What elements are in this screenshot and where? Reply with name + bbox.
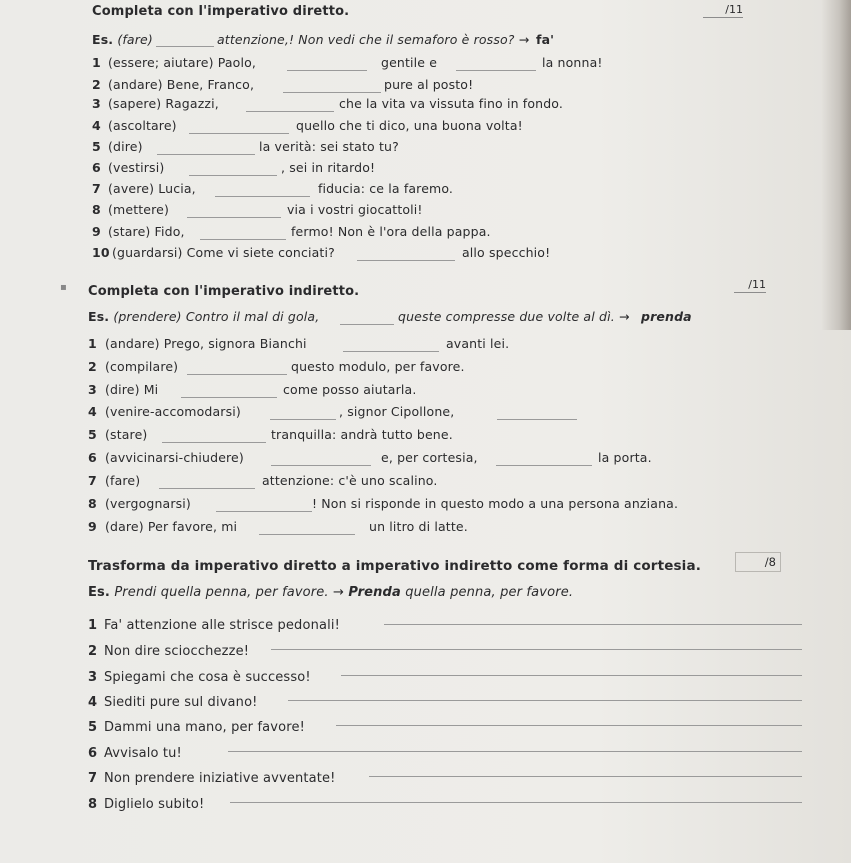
item-sentence: Diglielo subito! [104,797,205,812]
answer-line [189,175,277,176]
item-verb: (dire) [108,139,143,154]
item-end: fiducia: ce la faremo. [318,181,454,196]
answer-line [159,488,255,489]
item-number: 8 [88,496,97,511]
item-number: 5 [88,427,97,442]
item-verb: (vergognarsi) [105,496,191,511]
example-sentence: Prendi quella penna, per favore. → [114,585,345,600]
item-number: 9 [88,519,97,534]
section1-example [92,32,153,47]
page-edge-shadow [821,0,851,330]
item-number: 2 [88,359,97,374]
item-verb: (sapere) Ragazzi, [108,96,219,111]
item-verb: (ascoltare) [108,118,177,133]
answer-line [456,70,536,71]
item-sentence: Siediti pure sul divano! [104,695,258,710]
item-number: 7 [88,473,97,488]
item-verb: (andare) Prego, signora Bianchi [105,336,307,351]
item-middle: gentile e [381,55,438,70]
item-end: ! Non si risponde in questo modo a una persona anziana. [312,496,679,511]
example-prefix: Es. [92,32,114,47]
item-sentence: Fa' attenzione alle strisce pedonali! [104,618,340,633]
item-sentence: Avvisalo tu! [104,746,182,761]
item-number: 6 [88,746,98,761]
item-verb: (dire) Mi [105,382,159,397]
item-number: 4 [92,118,101,133]
example-answer: fa' [536,32,555,47]
item-verb: (dare) Per favore, mi [105,519,238,534]
answer-line [162,442,266,443]
item-number: 4 [88,404,97,419]
answer-line [384,624,802,625]
answer-line [343,351,439,352]
item-end: la nonna! [542,55,603,70]
example-sentence: queste compresse due volte al dì. → [398,309,630,324]
answer-line [497,419,577,420]
item-sentence: Spiegami che cosa è successo! [104,670,311,685]
item-end: come posso aiutarla. [283,382,417,397]
item-verb: (guardarsi) Come vi siete conciati? [112,245,335,260]
item-number: 3 [92,96,101,111]
answer-line [156,46,214,47]
answer-line [200,239,286,240]
answer-line [246,111,334,112]
answer-line [181,397,277,398]
answer-line [259,534,355,535]
item-number: 3 [88,382,97,397]
item-number: 1 [88,618,98,633]
answer-line [341,675,802,676]
example-answer: Prenda [348,585,401,600]
item-verb: (andare) Bene, Franco, [108,77,255,92]
item-end: avanti lei. [446,336,510,351]
section2-title: Completa con l'imperativo indiretto. [88,284,360,299]
item-middle: e, per cortesia, [381,450,478,465]
item-number: 5 [88,720,98,735]
answer-line [216,511,312,512]
section2-example [88,309,319,324]
item-end: , signor Cipollone, [339,404,455,419]
answer-line [336,725,802,726]
answer-line [271,465,371,466]
answer-line [496,465,592,466]
item-number: 3 [88,670,98,685]
item-end: questo modulo, per favore. [291,359,465,374]
answer-line [283,92,381,93]
example-prefix: Es. [88,585,111,600]
answer-line [215,196,310,197]
section-marker-icon: ▪ [60,282,67,293]
item-verb: (vestirsi) [108,160,165,175]
item-end: attenzione: c'è uno scalino. [262,473,438,488]
item-number: 6 [92,160,101,175]
item-end: che la vita va vissuta fino in fondo. [339,96,563,111]
item-sentence: Dammi una mano, per favore! [104,720,305,735]
answer-line [270,419,336,420]
item-verb: (venire-accomodarsi) [105,404,241,419]
answer-line [187,217,281,218]
example-answer: prenda [641,309,692,324]
item-number: 2 [88,644,98,659]
item-verb: (essere; aiutare) Paolo, [108,55,257,70]
item-end: la verità: sei stato tu? [259,139,399,154]
item-number: 8 [92,202,101,217]
answer-line [157,154,255,155]
section1-title: Completa con l'imperativo diretto. [92,4,350,19]
section3-example [88,585,573,600]
answer-line [288,700,802,701]
section1-score: /11 [703,3,743,18]
example-sentence: attenzione,! Non vedi che il semaforo è rosso? → [217,32,530,47]
answer-line [369,776,802,777]
item-end: via i vostri giocattoli! [287,202,423,217]
item-end: la porta. [598,450,652,465]
answer-line [228,751,802,752]
item-number: 2 [92,77,101,92]
section3-score: /8 [735,552,781,572]
example-verb: (fare) [117,32,153,47]
item-number: 10 [92,245,110,260]
item-end: un litro di latte. [369,519,468,534]
item-end: fermo! Non è l'ora della pappa. [291,224,491,239]
answer-line [340,324,394,325]
item-verb: (fare) [105,473,141,488]
item-number: 7 [92,181,101,196]
item-end: pure al posto! [384,77,474,92]
example-rest: quella penna, per favore. [405,585,574,600]
example-verb: (prendere) Contro il mal di gola, [113,309,320,324]
item-end: , sei in ritardo! [281,160,376,175]
item-number: 1 [88,336,97,351]
item-number: 9 [92,224,101,239]
item-number: 1 [92,55,101,70]
item-verb: (compilare) [105,359,179,374]
item-number: 4 [88,695,98,710]
item-number: 5 [92,139,101,154]
item-verb: (stare) [105,427,148,442]
item-number: 8 [88,797,98,812]
item-verb: (avvicinarsi-chiudere) [105,450,244,465]
example-prefix: Es. [88,309,110,324]
answer-line [271,649,802,650]
item-verb: (stare) Fido, [108,224,185,239]
section2-score: /11 [734,278,766,293]
item-sentence: Non dire sciocchezze! [104,644,250,659]
item-end: allo specchio! [462,245,551,260]
item-verb: (mettere) [108,202,170,217]
answer-line [189,133,289,134]
answer-line [357,260,455,261]
item-verb: (avere) Lucia, [108,181,196,196]
item-number: 6 [88,450,97,465]
item-end: tranquilla: andrà tutto bene. [271,427,453,442]
answer-line [187,374,287,375]
item-sentence: Non prendere iniziative avventate! [104,771,336,786]
item-end: quello che ti dico, una buona volta! [296,118,523,133]
section3-title: Trasforma da imperativo diretto a imperativo indiretto come forma di cortesia. [88,558,701,574]
item-number: 7 [88,771,98,786]
answer-line [287,70,367,71]
answer-line [230,802,802,803]
